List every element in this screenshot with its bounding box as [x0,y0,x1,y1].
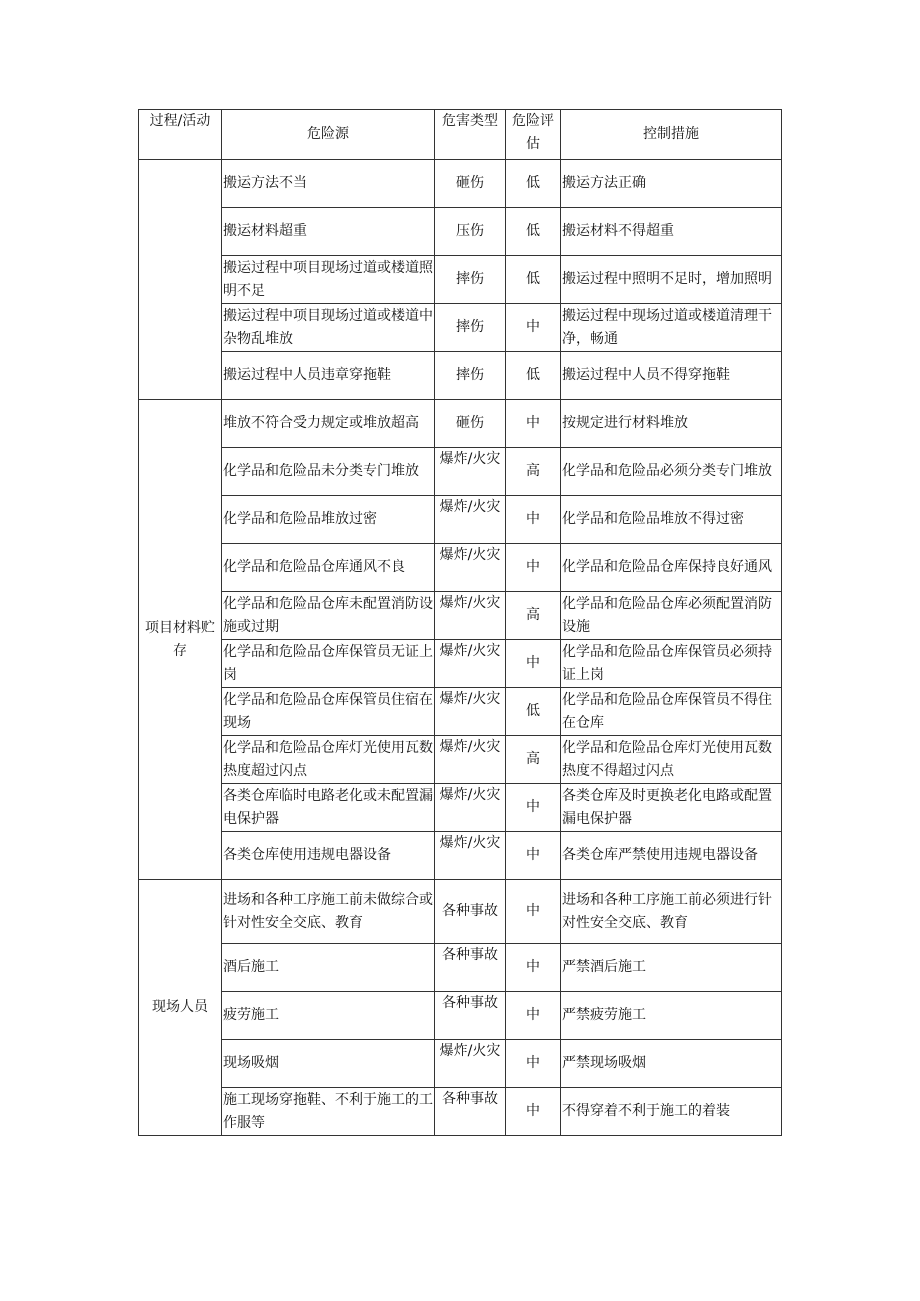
control-measure-cell: 化学品和危险品堆放不得过密 [561,496,782,544]
risk-level-cell: 中 [506,304,561,352]
hazard-source-cell: 各类仓库使用违规电器设备 [222,832,435,880]
control-measure-cell: 搬运过程中照明不足时，增加照明 [561,256,782,304]
table-row [139,944,782,992]
header-control-measures: 控制措施 [561,110,782,160]
risk-level-cell: 中 [506,496,561,544]
control-measure-cell: 各类仓库严禁使用违规电器设备 [561,832,782,880]
hazard-type-cell: 各种事故 [435,992,506,1040]
risk-level-cell: 中 [506,1088,561,1136]
table-row [139,880,782,944]
table-row [139,1088,782,1136]
control-measure-cell: 搬运材料不得超重 [561,208,782,256]
hazard-source-cell: 搬运过程中项目现场过道或楼道照明不足 [222,256,435,304]
table-row [139,544,782,592]
hazard-type-cell: 爆炸/火灾 [435,544,506,592]
hazard-source-cell: 化学品和危险品仓库通风不良 [222,544,435,592]
process-category [139,160,222,400]
hazard-type-cell: 爆炸/火灾 [435,736,506,784]
header-process: 过程/活动 [139,110,222,160]
hazard-type-cell: 摔伤 [435,352,506,400]
control-measure-cell: 化学品和危险品仓库必须配置消防设施 [561,592,782,640]
hazard-source-cell: 各类仓库临时电路老化或未配置漏电保护器 [222,784,435,832]
control-measure-cell: 化学品和危险品必须分类专门堆放 [561,448,782,496]
table-row [139,592,782,640]
header-hazard-type: 危害类型 [435,110,506,160]
risk-level-cell: 中 [506,544,561,592]
table-row [139,832,782,880]
hazard-type-cell: 压伤 [435,208,506,256]
table-row [139,352,782,400]
table-row [139,784,782,832]
risk-level-cell: 中 [506,992,561,1040]
hazard-source-cell: 疲劳施工 [222,992,435,1040]
risk-level-cell: 中 [506,944,561,992]
header-risk-level: 危险评估 [506,110,561,160]
hazard-type-cell: 砸伤 [435,160,506,208]
hazard-source-cell: 化学品和危险品仓库保管员住宿在现场 [222,688,435,736]
risk-level-cell: 中 [506,400,561,448]
risk-level-cell: 低 [506,352,561,400]
risk-level-cell: 低 [506,208,561,256]
hazard-source-cell: 化学品和危险品仓库保管员无证上岗 [222,640,435,688]
hazard-type-cell: 爆炸/火灾 [435,1040,506,1088]
header-row [139,110,782,160]
hazard-source-cell: 化学品和危险品未分类专门堆放 [222,448,435,496]
hazard-source-cell: 搬运方法不当 [222,160,435,208]
hazard-type-cell: 各种事故 [435,944,506,992]
table-row [139,688,782,736]
hazard-source-cell: 搬运材料超重 [222,208,435,256]
hazard-type-cell: 爆炸/火灾 [435,832,506,880]
risk-level-cell: 低 [506,160,561,208]
hazard-type-cell: 爆炸/火灾 [435,592,506,640]
control-measure-cell: 按规定进行材料堆放 [561,400,782,448]
hazard-type-cell: 摔伤 [435,256,506,304]
control-measure-cell: 进场和各种工序施工前必须进行针对性安全交底、教育 [561,880,782,944]
control-measure-cell: 不得穿着不利于施工的着装 [561,1088,782,1136]
hazard-source-cell: 进场和各种工序施工前未做综合或针对性安全交底、教育 [222,880,435,944]
control-measure-cell: 化学品和危险品仓库保管员必须持证上岗 [561,640,782,688]
hazard-type-cell: 爆炸/火灾 [435,784,506,832]
control-measure-cell: 搬运方法正确 [561,160,782,208]
hazard-source-cell: 搬运过程中人员违章穿拖鞋 [222,352,435,400]
control-measure-cell: 化学品和危险品仓库保持良好通风 [561,544,782,592]
hazard-source-cell: 搬运过程中项目现场过道或楼道中杂物乱堆放 [222,304,435,352]
hazard-source-cell: 化学品和危险品仓库未配置消防设施或过期 [222,592,435,640]
table-row [139,992,782,1040]
hazard-type-cell: 各种事故 [435,1088,506,1136]
risk-level-cell: 低 [506,256,561,304]
control-measure-cell: 严禁现场吸烟 [561,1040,782,1088]
risk-level-cell: 中 [506,784,561,832]
table-row [139,496,782,544]
process-category: 项目材料贮存 [139,400,222,880]
risk-level-cell: 高 [506,592,561,640]
control-measure-cell: 严禁酒后施工 [561,944,782,992]
table-row [139,208,782,256]
table-row [139,448,782,496]
control-measure-cell: 严禁疲劳施工 [561,992,782,1040]
table-row [139,304,782,352]
hazard-source-cell: 化学品和危险品仓库灯光使用瓦数热度超过闪点 [222,736,435,784]
process-category: 现场人员 [139,880,222,1136]
risk-level-cell: 低 [506,688,561,736]
table-body [139,160,782,1136]
risk-assessment-table [138,109,782,1136]
risk-level-cell: 中 [506,880,561,944]
hazard-source-cell: 化学品和危险品堆放过密 [222,496,435,544]
control-measure-cell: 各类仓库及时更换老化电路或配置漏电保护器 [561,784,782,832]
hazard-source-cell: 堆放不符合受力规定或堆放超高 [222,400,435,448]
table-row [139,400,782,448]
risk-level-cell: 高 [506,736,561,784]
control-measure-cell: 化学品和危险品仓库保管员不得住在仓库 [561,688,782,736]
hazard-source-cell: 酒后施工 [222,944,435,992]
hazard-type-cell: 爆炸/火灾 [435,448,506,496]
table-row [139,736,782,784]
hazard-type-cell: 爆炸/火灾 [435,640,506,688]
control-measure-cell: 搬运过程中现场过道或楼道清理干净，畅通 [561,304,782,352]
header-hazard-source: 危险源 [222,110,435,160]
hazard-source-cell: 现场吸烟 [222,1040,435,1088]
hazard-type-cell: 摔伤 [435,304,506,352]
risk-level-cell: 中 [506,1040,561,1088]
risk-level-cell: 高 [506,448,561,496]
hazard-type-cell: 爆炸/火灾 [435,496,506,544]
risk-level-cell: 中 [506,640,561,688]
control-measure-cell: 化学品和危险品仓库灯光使用瓦数热度不得超过闪点 [561,736,782,784]
hazard-type-cell: 各种事故 [435,880,506,944]
hazard-type-cell: 砸伤 [435,400,506,448]
hazard-type-cell: 爆炸/火灾 [435,688,506,736]
table-row [139,640,782,688]
hazard-source-cell: 施工现场穿拖鞋、不利于施工的工作服等 [222,1088,435,1136]
control-measure-cell: 搬运过程中人员不得穿拖鞋 [561,352,782,400]
table-row [139,160,782,208]
table-row [139,1040,782,1088]
table-row [139,256,782,304]
risk-level-cell: 中 [506,832,561,880]
